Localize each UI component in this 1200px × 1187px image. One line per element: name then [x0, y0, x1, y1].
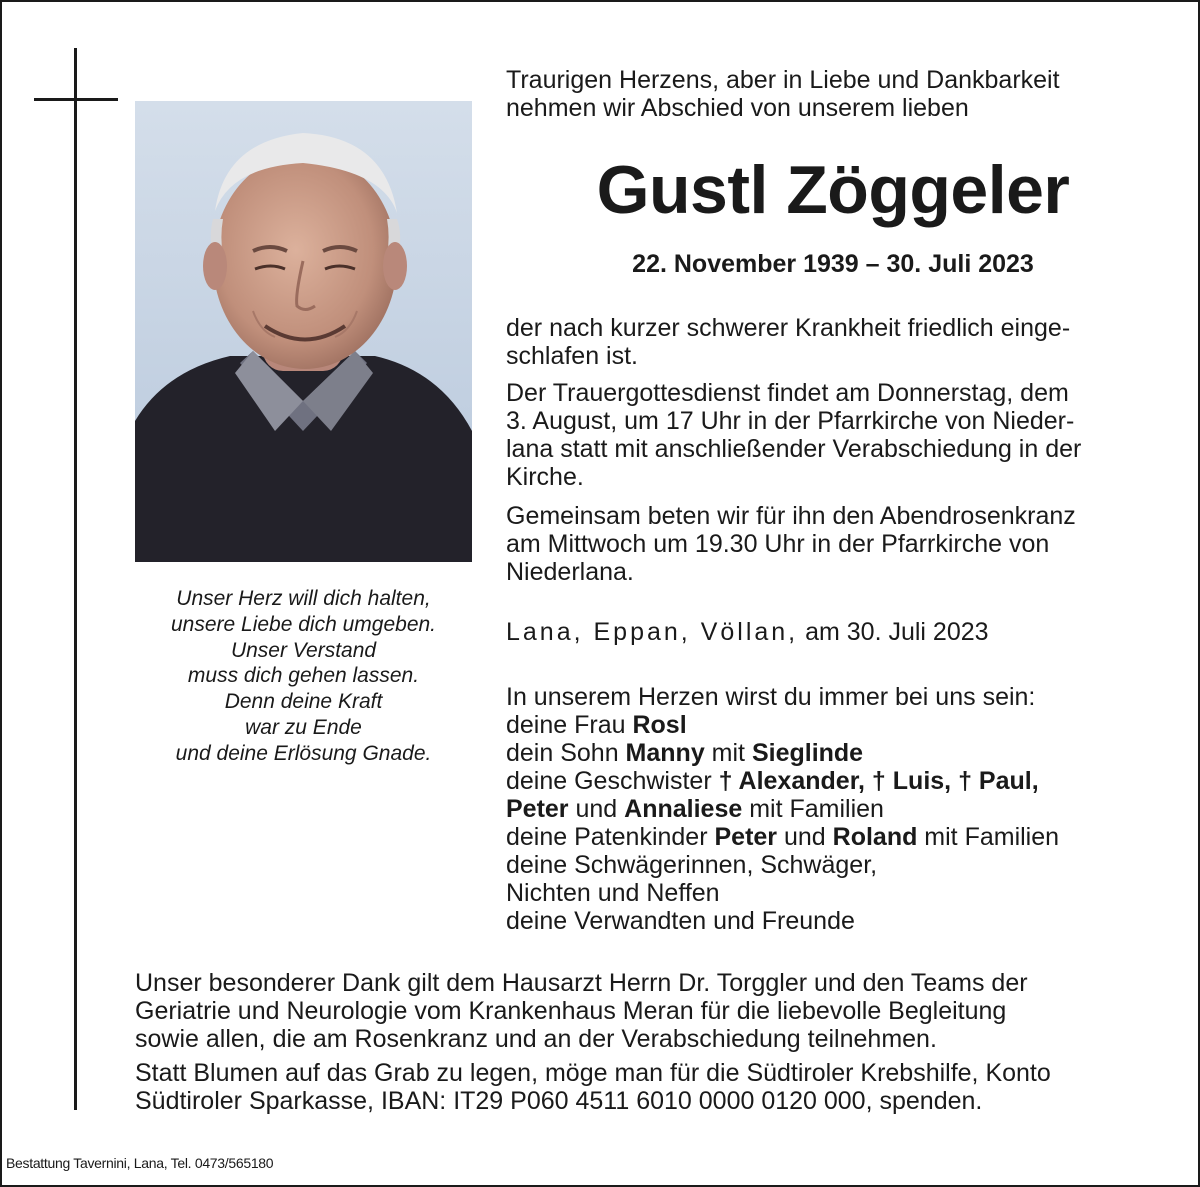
text-line: am Mittwoch um 19.30 Uhr in der Pfarrkirche von: [506, 530, 1050, 558]
cross-vertical-bar: [74, 48, 77, 1110]
label: dein Sohn: [506, 739, 626, 767]
intro-line: Traurigen Herzens, aber in Liebe und Dankbarkeit: [506, 66, 1060, 94]
cross-horizontal-bar: [34, 98, 118, 101]
poem-line: Unser Herz will dich halten,: [176, 587, 431, 610]
label: und: [777, 823, 833, 851]
poem-line: war zu Ende: [245, 715, 362, 739]
acknowledgements: [135, 969, 1160, 1115]
label: deine Patenkinder: [506, 823, 715, 851]
place-and-date: [506, 618, 1160, 646]
notice-date: am 30. Juli 2023: [805, 618, 989, 646]
label: mit Familien: [742, 795, 884, 823]
wife-name: Rosl: [632, 711, 687, 739]
sibling-name: Annaliese: [624, 795, 743, 823]
thanks-line: Unser besonderer Dank gilt dem Hausarzt Herrn Dr. Torggler und den Teams der: [135, 969, 1028, 997]
poem-line: Denn deine Kraft: [224, 690, 383, 714]
family-line-relatives: deine Verwandten und Freunde: [506, 907, 855, 935]
funeral-service-paragraph: [506, 379, 1160, 491]
label: deine Geschwister: [506, 767, 719, 795]
family-list: [506, 683, 1160, 935]
son-name: Manny: [625, 739, 705, 767]
portrait-photo: [135, 101, 472, 562]
rosary-paragraph: [506, 502, 1160, 586]
family-line-inlaws: deine Schwägerinnen, Schwäger,: [506, 851, 878, 879]
poem: [135, 586, 472, 767]
life-dates: 22. November 1939 – 30. Juli 2023: [632, 250, 1034, 278]
family-line-siblings-living: [506, 795, 1160, 823]
text-line: schlafen ist.: [506, 342, 639, 370]
places: Lana, Eppan, Völlan,: [506, 618, 799, 646]
text-line: Niederlana.: [506, 558, 634, 586]
family-line-son: [506, 739, 1160, 767]
donation-line: Südtiroler Sparkasse, IBAN: IT29 P060 4511 6010 0000 0120 000, spenden.: [135, 1087, 983, 1115]
label: und: [568, 795, 625, 823]
poem-line: Unser Verstand: [230, 638, 377, 662]
death-notice-paragraph: [506, 314, 1160, 370]
text-line: Der Trauergottesdienst findet am Donnerstag, dem: [506, 379, 1069, 407]
family-line-godchildren: [506, 823, 1160, 851]
family-line-siblings: [506, 767, 1160, 795]
text-line: lana statt mit anschließender Verabschiedung in der: [506, 435, 1082, 463]
text-line: der nach kurzer schwerer Krankheit friedlich einge-: [506, 314, 1071, 342]
family-line-nieces: Nichten und Neffen: [506, 879, 720, 907]
intro-text: [506, 66, 1160, 122]
label: mit Familien: [917, 823, 1060, 851]
godchild-name: Roland: [832, 823, 918, 851]
label: deine Frau: [506, 711, 633, 739]
thanks-line: sowie allen, die am Rosenkranz und an der Verabschiedung teilnehmen.: [135, 1025, 937, 1053]
text-line: Gemeinsam beten wir für ihn den Abendrosenkranz: [506, 502, 1076, 530]
deceased-siblings: † Alexander, † Luis, † Paul,: [718, 767, 1039, 795]
sibling-name: Peter: [506, 795, 569, 823]
thanks-line: Geriatrie und Neurologie vom Krankenhaus Meran für die liebevolle Begleitung: [135, 997, 1007, 1025]
funeral-home-credit: Bestattung Tavernini, Lana, Tel. 0473/565180: [6, 1155, 274, 1171]
deceased-name: Gustl Zöggeler: [596, 152, 1070, 228]
godchild-name: Peter: [714, 823, 778, 851]
text-line: Kirche.: [506, 463, 584, 491]
poem-line: muss dich gehen lassen.: [187, 664, 420, 688]
poem-line: unsere Liebe dich umgeben.: [170, 612, 437, 636]
text-line: 3. August, um 17 Uhr in der Pfarrkirche von Nieder-: [506, 407, 1075, 435]
intro-line: nehmen wir Abschied von unserem lieben: [506, 94, 969, 122]
donation-line: Statt Blumen auf das Grab zu legen, möge man für die Südtiroler Krebshilfe, Konto: [135, 1059, 1051, 1087]
label: mit: [704, 739, 752, 767]
son-partner-name: Sieglinde: [751, 739, 864, 767]
family-heading: In unserem Herzen wirst du immer bei uns sein:: [506, 683, 1036, 711]
family-line-wife: [506, 711, 1160, 739]
poem-line: und deine Erlösung Gnade.: [175, 741, 432, 765]
